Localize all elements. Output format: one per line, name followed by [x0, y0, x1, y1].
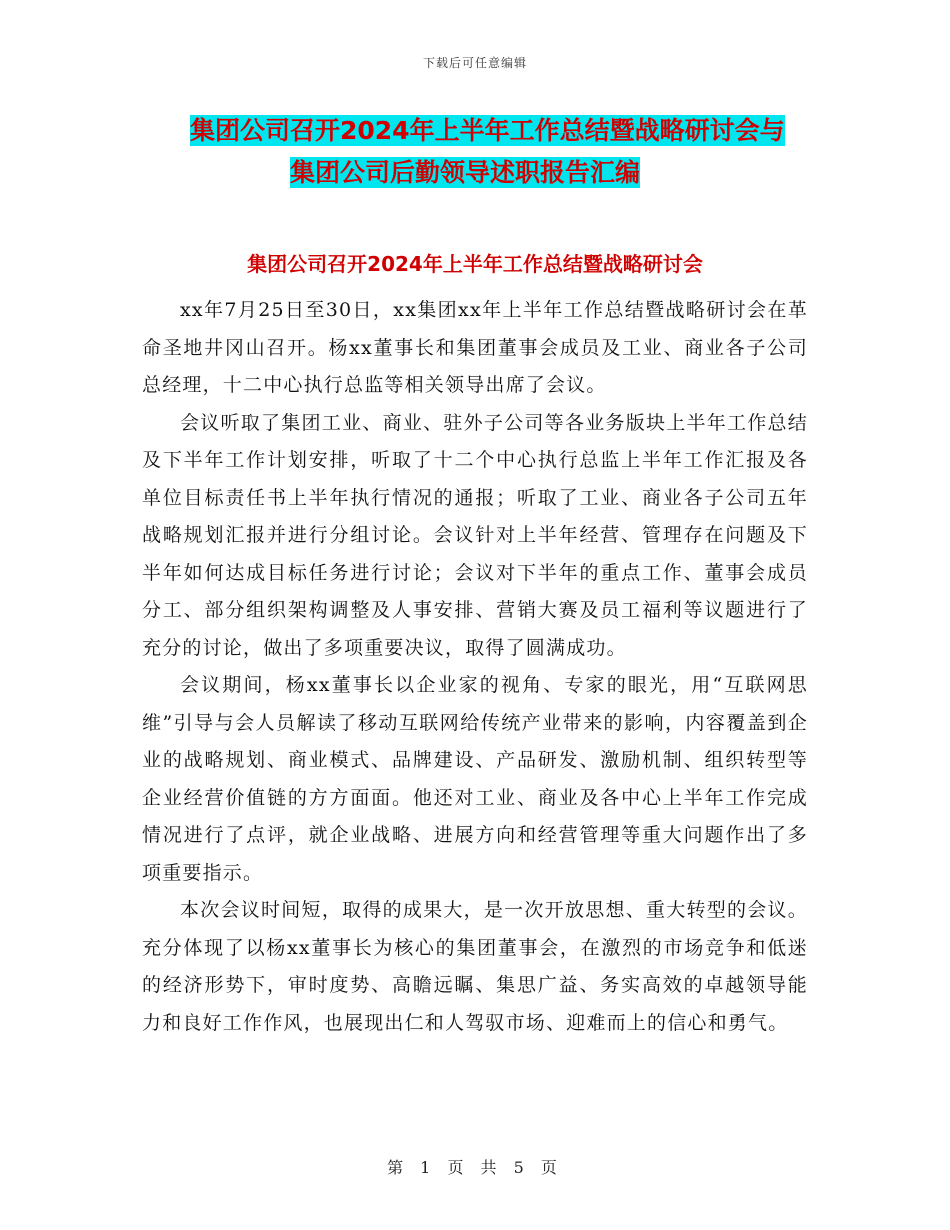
paragraph-1: xx年7月25日至30日，xx集团xx年上半年工作总结暨战略研讨会在革命圣地井冈山召开。杨xx董事长和集团董事会成员及工业、商业各子公司总经理，十二中心执行总监等相关领导出席了会议。: [142, 299, 808, 396]
header-note: 下载后可任意编辑: [422, 56, 527, 70]
section-title: 集团公司召开2024年上半年工作总结暨战略研讨会: [247, 252, 703, 276]
body-text: [142, 292, 808, 1042]
title-line-2: 集团公司后勤领导述职报告汇编: [290, 158, 641, 187]
paragraph-2: 会议听取了集团工业、商业、驻外子公司等各业务版块上半年工作总结及下半年工作计划安排，听取了十二个中心执行总监上半年工作汇报及各单位目标责任书上半年执行情况的通报；听取了工业、商业各子公司五年战略规划汇报并进行分组讨论。会议针对上半年经营、管理存在问题及下半年如何达成目标任务进行讨论；会议对下半年的重点工作、董事会成员分工、部分组织架构调整及人事安排、营销大赛及员工福利等议题进行了充分的讨论，做出了多项重要决议，取得了圆满成功。: [142, 411, 808, 659]
paragraph-3: 会议期间，杨xx董事长以企业家的视角、专家的眼光，用“互联网思维”引导与会人员解读了移动互联网给传统产业带来的影响，内容覆盖到企业的战略规划、商业模式、品牌建设、产品研发、激励机制、组织转型等企业经营价值链的方方面面。他还对工业、商业及各中心上半年工作完成情况进行了点评，就企业战略、进展方向和经营管理等重大问题作出了多项重要指示。: [142, 674, 808, 884]
page-footer: 第 1 页 共 5 页: [387, 1158, 563, 1177]
title-line-1: 集团公司召开2024年上半年工作总结暨战略研讨会与: [190, 116, 785, 145]
document-title: [190, 110, 810, 194]
paragraph-4: 本次会议时间短，取得的成果大，是一次开放思想、重大转型的会议。充分体现了以杨xx董事长为核心的集团董事会，在激烈的市场竞争和低迷的经济形势下，审时度势、高瞻远瞩、集思广益、务实高效的卓越领导能力和良好工作作风，也展现出仁和人驾驭市场、迎难而上的信心和勇气。: [142, 899, 808, 1034]
